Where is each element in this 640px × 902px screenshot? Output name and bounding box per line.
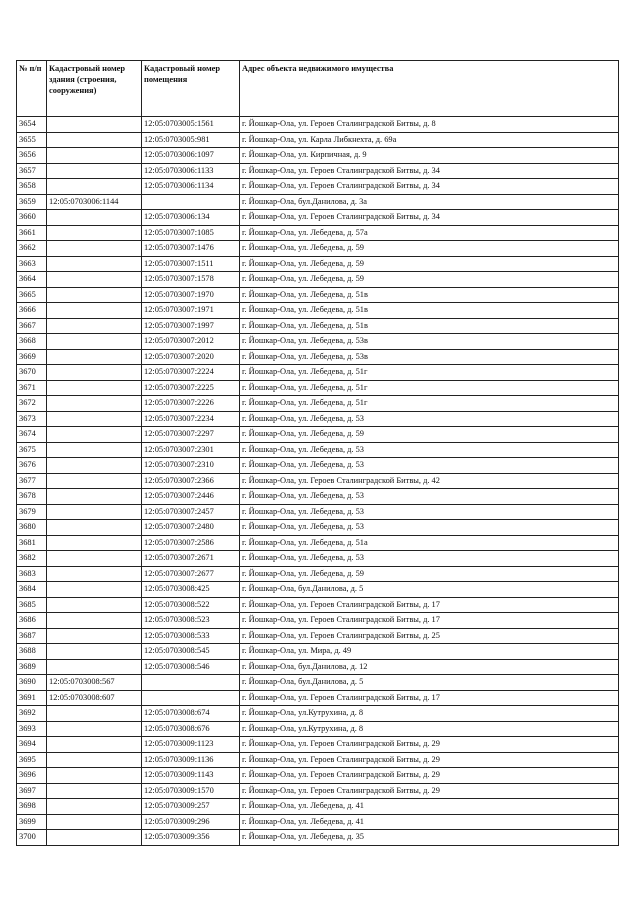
cell-address: г. Йошкар-Ола, ул.Кутрухина, д. 8: [240, 721, 619, 737]
cell-num: 3656: [17, 148, 47, 164]
cell-num: 3692: [17, 706, 47, 722]
table-row: [17, 225, 619, 241]
cell-room-cadastral: 12:05:0703007:2457: [142, 504, 240, 520]
table-row: [17, 706, 619, 722]
cell-room-cadastral: 12:05:0703007:2226: [142, 396, 240, 412]
cell-room-cadastral: 12:05:0703006:1133: [142, 163, 240, 179]
cell-room-cadastral: 12:05:0703008:533: [142, 628, 240, 644]
cell-room-cadastral: 12:05:0703007:2366: [142, 473, 240, 489]
table-row: [17, 427, 619, 443]
cell-num: 3677: [17, 473, 47, 489]
cell-num: 3676: [17, 458, 47, 474]
table-row: [17, 442, 619, 458]
table-row: [17, 380, 619, 396]
table-row: [17, 411, 619, 427]
cell-building-cadastral: [47, 458, 142, 474]
table-row: [17, 783, 619, 799]
cell-building-cadastral: [47, 659, 142, 675]
cell-building-cadastral: [47, 520, 142, 536]
header-num: № п/п: [17, 61, 47, 117]
table-row: [17, 551, 619, 567]
cell-address: г. Йошкар-Ола, ул. Лебедева, д. 57а: [240, 225, 619, 241]
cell-address: г. Йошкар-Ола, бул.Данилова, д. 5: [240, 582, 619, 598]
cell-num: 3674: [17, 427, 47, 443]
table-row: [17, 349, 619, 365]
cell-building-cadastral: [47, 814, 142, 830]
header-building-cadastral: Кадастровый номер здания (строения, сооружения): [47, 61, 142, 117]
cell-building-cadastral: [47, 783, 142, 799]
cell-address: г. Йошкар-Ола, ул. Героев Сталинградской Битвы, д. 8: [240, 117, 619, 133]
cell-num: 3661: [17, 225, 47, 241]
cell-room-cadastral: 12:05:0703009:1570: [142, 783, 240, 799]
table-row: [17, 365, 619, 381]
table-row: [17, 256, 619, 272]
cell-room-cadastral: [142, 675, 240, 691]
cell-room-cadastral: 12:05:0703007:2012: [142, 334, 240, 350]
cell-address: г. Йошкар-Ола, ул.Кутрухина, д. 8: [240, 706, 619, 722]
cell-building-cadastral: [47, 132, 142, 148]
header-room-cadastral: Кадастровый номер помещения: [142, 61, 240, 117]
cell-num: 3697: [17, 783, 47, 799]
cell-building-cadastral: [47, 721, 142, 737]
cell-building-cadastral: [47, 830, 142, 846]
table-row: [17, 132, 619, 148]
cell-room-cadastral: 12:05:0703009:1143: [142, 768, 240, 784]
cell-building-cadastral: [47, 210, 142, 226]
table-row: [17, 241, 619, 257]
table-row: [17, 535, 619, 551]
table-row: [17, 334, 619, 350]
cell-building-cadastral: [47, 551, 142, 567]
table-row: [17, 473, 619, 489]
table-row: [17, 489, 619, 505]
cell-address: г. Йошкар-Ола, ул. Лебедева, д. 53: [240, 458, 619, 474]
cell-num: 3664: [17, 272, 47, 288]
cell-room-cadastral: 12:05:0703009:1136: [142, 752, 240, 768]
cell-room-cadastral: 12:05:0703005:981: [142, 132, 240, 148]
cell-building-cadastral: [47, 411, 142, 427]
cell-num: 3654: [17, 117, 47, 133]
cell-address: г. Йошкар-Ола, ул. Лебедева, д. 53: [240, 551, 619, 567]
cell-address: г. Йошкар-Ола, ул. Героев Сталинградской Битвы, д. 29: [240, 752, 619, 768]
table-row: [17, 194, 619, 210]
cell-room-cadastral: 12:05:0703008:674: [142, 706, 240, 722]
cell-room-cadastral: 12:05:0703007:1085: [142, 225, 240, 241]
cell-building-cadastral: [47, 380, 142, 396]
cell-num: 3693: [17, 721, 47, 737]
cell-room-cadastral: 12:05:0703007:2446: [142, 489, 240, 505]
cell-address: г. Йошкар-Ола, ул. Героев Сталинградской Битвы, д. 17: [240, 690, 619, 706]
cell-room-cadastral: 12:05:0703007:1476: [142, 241, 240, 257]
cell-room-cadastral: 12:05:0703009:257: [142, 799, 240, 815]
table-row: [17, 814, 619, 830]
cell-address: г. Йошкар-Ола, ул. Кирпичная, д. 9: [240, 148, 619, 164]
cell-room-cadastral: 12:05:0703007:2297: [142, 427, 240, 443]
cell-address: г. Йошкар-Ола, ул. Лебедева, д. 53: [240, 442, 619, 458]
cell-address: г. Йошкар-Ола, ул. Лебедева, д. 51г: [240, 396, 619, 412]
cell-room-cadastral: 12:05:0703007:2234: [142, 411, 240, 427]
cell-address: г. Йошкар-Ола, ул. Героев Сталинградской Битвы, д. 34: [240, 210, 619, 226]
cell-address: г. Йошкар-Ола, ул. Лебедева, д. 53: [240, 504, 619, 520]
cell-num: 3686: [17, 613, 47, 629]
cell-room-cadastral: 12:05:0703009:356: [142, 830, 240, 846]
cell-address: г. Йошкар-Ола, ул. Лебедева, д. 59: [240, 256, 619, 272]
cell-building-cadastral: [47, 427, 142, 443]
cell-num: 3672: [17, 396, 47, 412]
cell-num: 3660: [17, 210, 47, 226]
cell-building-cadastral: [47, 396, 142, 412]
cell-address: г. Йошкар-Ола, ул. Лебедева, д. 41: [240, 799, 619, 815]
cell-address: г. Йошкар-Ола, ул. Лебедева, д. 53в: [240, 334, 619, 350]
table-row: [17, 675, 619, 691]
cell-address: г. Йошкар-Ола, ул. Лебедева, д. 53: [240, 520, 619, 536]
cell-building-cadastral: [47, 582, 142, 598]
cell-address: г. Йошкар-Ола, ул. Героев Сталинградской Битвы, д. 29: [240, 768, 619, 784]
cell-address: г. Йошкар-Ола, ул. Лебедева, д. 51г: [240, 380, 619, 396]
cell-building-cadastral: 12:05:0703008:607: [47, 690, 142, 706]
cell-num: 3673: [17, 411, 47, 427]
cell-room-cadastral: 12:05:0703009:1123: [142, 737, 240, 753]
cell-building-cadastral: [47, 489, 142, 505]
cell-room-cadastral: 12:05:0703007:1997: [142, 318, 240, 334]
cell-building-cadastral: [47, 318, 142, 334]
cell-building-cadastral: [47, 752, 142, 768]
table-row: [17, 737, 619, 753]
table-row: [17, 272, 619, 288]
cell-num: 3685: [17, 597, 47, 613]
cell-num: 3669: [17, 349, 47, 365]
cell-building-cadastral: [47, 597, 142, 613]
cell-room-cadastral: 12:05:0703007:2671: [142, 551, 240, 567]
cell-room-cadastral: 12:05:0703008:676: [142, 721, 240, 737]
cell-address: г. Йошкар-Ола, ул. Лебедева, д. 59: [240, 566, 619, 582]
table-row: [17, 210, 619, 226]
table-row: [17, 117, 619, 133]
cell-address: г. Йошкар-Ола, бул.Данилова, д. 3а: [240, 194, 619, 210]
cell-room-cadastral: 12:05:0703008:546: [142, 659, 240, 675]
cell-room-cadastral: [142, 194, 240, 210]
cell-building-cadastral: [47, 163, 142, 179]
cell-building-cadastral: [47, 566, 142, 582]
table-row: [17, 163, 619, 179]
cell-num: 3675: [17, 442, 47, 458]
table-row: [17, 799, 619, 815]
cell-address: г. Йошкар-Ола, ул. Лебедева, д. 53: [240, 489, 619, 505]
cell-room-cadastral: 12:05:0703007:2586: [142, 535, 240, 551]
cell-building-cadastral: [47, 272, 142, 288]
cell-building-cadastral: [47, 442, 142, 458]
cell-building-cadastral: 12:05:0703006:1144: [47, 194, 142, 210]
cell-num: 3691: [17, 690, 47, 706]
cell-building-cadastral: [47, 287, 142, 303]
cell-num: 3657: [17, 163, 47, 179]
cell-room-cadastral: 12:05:0703009:296: [142, 814, 240, 830]
cell-building-cadastral: [47, 148, 142, 164]
table-row: [17, 520, 619, 536]
cell-address: г. Йошкар-Ола, ул. Героев Сталинградской Битвы, д. 25: [240, 628, 619, 644]
cell-num: 3678: [17, 489, 47, 505]
cell-num: 3690: [17, 675, 47, 691]
cell-num: 3699: [17, 814, 47, 830]
cell-address: г. Йошкар-Ола, ул. Лебедева, д. 51в: [240, 318, 619, 334]
cell-building-cadastral: [47, 365, 142, 381]
cell-address: г. Йошкар-Ола, ул. Лебедева, д. 51а: [240, 535, 619, 551]
cell-address: г. Йошкар-Ола, ул. Героев Сталинградской Битвы, д. 29: [240, 783, 619, 799]
cell-num: 3663: [17, 256, 47, 272]
cell-num: 3681: [17, 535, 47, 551]
cell-num: 3696: [17, 768, 47, 784]
cell-building-cadastral: [47, 179, 142, 195]
cell-room-cadastral: 12:05:0703007:1578: [142, 272, 240, 288]
cell-num: 3667: [17, 318, 47, 334]
table-row: [17, 752, 619, 768]
cell-num: 3670: [17, 365, 47, 381]
cell-room-cadastral: 12:05:0703007:1970: [142, 287, 240, 303]
cell-num: 3655: [17, 132, 47, 148]
table-row: [17, 597, 619, 613]
cell-building-cadastral: [47, 504, 142, 520]
cell-num: 3668: [17, 334, 47, 350]
cell-room-cadastral: 12:05:0703008:523: [142, 613, 240, 629]
cell-building-cadastral: [47, 768, 142, 784]
table-row: [17, 179, 619, 195]
table-row: [17, 659, 619, 675]
cell-room-cadastral: 12:05:0703007:2310: [142, 458, 240, 474]
table-row: [17, 690, 619, 706]
cell-address: г. Йошкар-Ола, ул. Лебедева, д. 59: [240, 427, 619, 443]
cell-address: г. Йошкар-Ола, ул. Героев Сталинградской Битвы, д. 29: [240, 737, 619, 753]
header-address: Адрес объекта недвижимого имущества: [240, 61, 619, 117]
cell-building-cadastral: [47, 241, 142, 257]
table-row: [17, 582, 619, 598]
table-row: [17, 613, 619, 629]
cell-building-cadastral: [47, 256, 142, 272]
cell-building-cadastral: [47, 535, 142, 551]
cell-room-cadastral: 12:05:0703007:1511: [142, 256, 240, 272]
cell-address: г. Йошкар-Ола, ул. Героев Сталинградской Битвы, д. 34: [240, 179, 619, 195]
cell-room-cadastral: 12:05:0703007:2480: [142, 520, 240, 536]
cell-num: 3689: [17, 659, 47, 675]
cell-num: 3682: [17, 551, 47, 567]
table-row: [17, 768, 619, 784]
cell-room-cadastral: 12:05:0703007:2301: [142, 442, 240, 458]
cell-address: г. Йошкар-Ола, ул. Лебедева, д. 51г: [240, 365, 619, 381]
cell-num: 3698: [17, 799, 47, 815]
cell-num: 3679: [17, 504, 47, 520]
table-row: [17, 148, 619, 164]
cell-num: 3658: [17, 179, 47, 195]
cell-num: 3666: [17, 303, 47, 319]
table-row: [17, 504, 619, 520]
cell-num: 3694: [17, 737, 47, 753]
table-row: [17, 830, 619, 846]
property-register-table: [16, 60, 619, 846]
cell-room-cadastral: 12:05:0703007:2020: [142, 349, 240, 365]
cell-building-cadastral: [47, 737, 142, 753]
table-row: [17, 644, 619, 660]
cell-room-cadastral: 12:05:0703007:2677: [142, 566, 240, 582]
cell-room-cadastral: 12:05:0703008:545: [142, 644, 240, 660]
cell-num: 3687: [17, 628, 47, 644]
table-row: [17, 287, 619, 303]
cell-address: г. Йошкар-Ола, ул. Лебедева, д. 59: [240, 272, 619, 288]
cell-room-cadastral: 12:05:0703008:522: [142, 597, 240, 613]
cell-address: г. Йошкар-Ола, ул. Лебедева, д. 59: [240, 241, 619, 257]
table-row: [17, 318, 619, 334]
cell-num: 3684: [17, 582, 47, 598]
table-body: [17, 117, 619, 846]
cell-num: 3683: [17, 566, 47, 582]
cell-num: 3688: [17, 644, 47, 660]
cell-num: 3671: [17, 380, 47, 396]
cell-room-cadastral: 12:05:0703007:1971: [142, 303, 240, 319]
cell-room-cadastral: 12:05:0703008:425: [142, 582, 240, 598]
cell-building-cadastral: [47, 628, 142, 644]
table-row: [17, 458, 619, 474]
cell-room-cadastral: 12:05:0703007:2225: [142, 380, 240, 396]
cell-address: г. Йошкар-Ола, ул. Героев Сталинградской Битвы, д. 42: [240, 473, 619, 489]
cell-num: 3680: [17, 520, 47, 536]
cell-num: 3695: [17, 752, 47, 768]
cell-num: 3662: [17, 241, 47, 257]
cell-num: 3700: [17, 830, 47, 846]
cell-address: г. Йошкар-Ола, ул. Героев Сталинградской Битвы, д. 17: [240, 613, 619, 629]
cell-building-cadastral: [47, 225, 142, 241]
cell-room-cadastral: 12:05:0703007:2224: [142, 365, 240, 381]
cell-building-cadastral: [47, 706, 142, 722]
cell-room-cadastral: [142, 690, 240, 706]
cell-room-cadastral: 12:05:0703006:1134: [142, 179, 240, 195]
cell-room-cadastral: 12:05:0703006:1097: [142, 148, 240, 164]
table-row: [17, 396, 619, 412]
cell-building-cadastral: [47, 799, 142, 815]
cell-num: 3659: [17, 194, 47, 210]
cell-building-cadastral: [47, 349, 142, 365]
cell-address: г. Йошкар-Ола, ул. Лебедева, д. 51в: [240, 287, 619, 303]
cell-address: г. Йошкар-Ола, ул. Лебедева, д. 53: [240, 411, 619, 427]
cell-building-cadastral: [47, 613, 142, 629]
cell-address: г. Йошкар-Ола, ул. Лебедева, д. 53в: [240, 349, 619, 365]
table-row: [17, 721, 619, 737]
cell-address: г. Йошкар-Ола, ул. Лебедева, д. 41: [240, 814, 619, 830]
cell-building-cadastral: [47, 473, 142, 489]
cell-num: 3665: [17, 287, 47, 303]
table-row: [17, 628, 619, 644]
cell-address: г. Йошкар-Ола, ул. Лебедева, д. 51в: [240, 303, 619, 319]
cell-building-cadastral: 12:05:0703008:567: [47, 675, 142, 691]
cell-address: г. Йошкар-Ола, ул. Мира, д. 49: [240, 644, 619, 660]
cell-building-cadastral: [47, 303, 142, 319]
cell-room-cadastral: 12:05:0703005:1561: [142, 117, 240, 133]
cell-address: г. Йошкар-Ола, ул. Лебедева, д. 35: [240, 830, 619, 846]
cell-address: г. Йошкар-Ола, бул.Данилова, д. 12: [240, 659, 619, 675]
cell-room-cadastral: 12:05:0703006:134: [142, 210, 240, 226]
table-header-row: [17, 61, 619, 117]
cell-building-cadastral: [47, 334, 142, 350]
cell-address: г. Йошкар-Ола, ул. Героев Сталинградской Битвы, д. 17: [240, 597, 619, 613]
cell-address: г. Йошкар-Ола, ул. Героев Сталинградской Битвы, д. 34: [240, 163, 619, 179]
cell-building-cadastral: [47, 644, 142, 660]
cell-building-cadastral: [47, 117, 142, 133]
cell-address: г. Йошкар-Ола, ул. Карла Либкнехта, д. 69а: [240, 132, 619, 148]
cell-address: г. Йошкар-Ола, бул.Данилова, д. 5: [240, 675, 619, 691]
table-row: [17, 566, 619, 582]
table-row: [17, 303, 619, 319]
